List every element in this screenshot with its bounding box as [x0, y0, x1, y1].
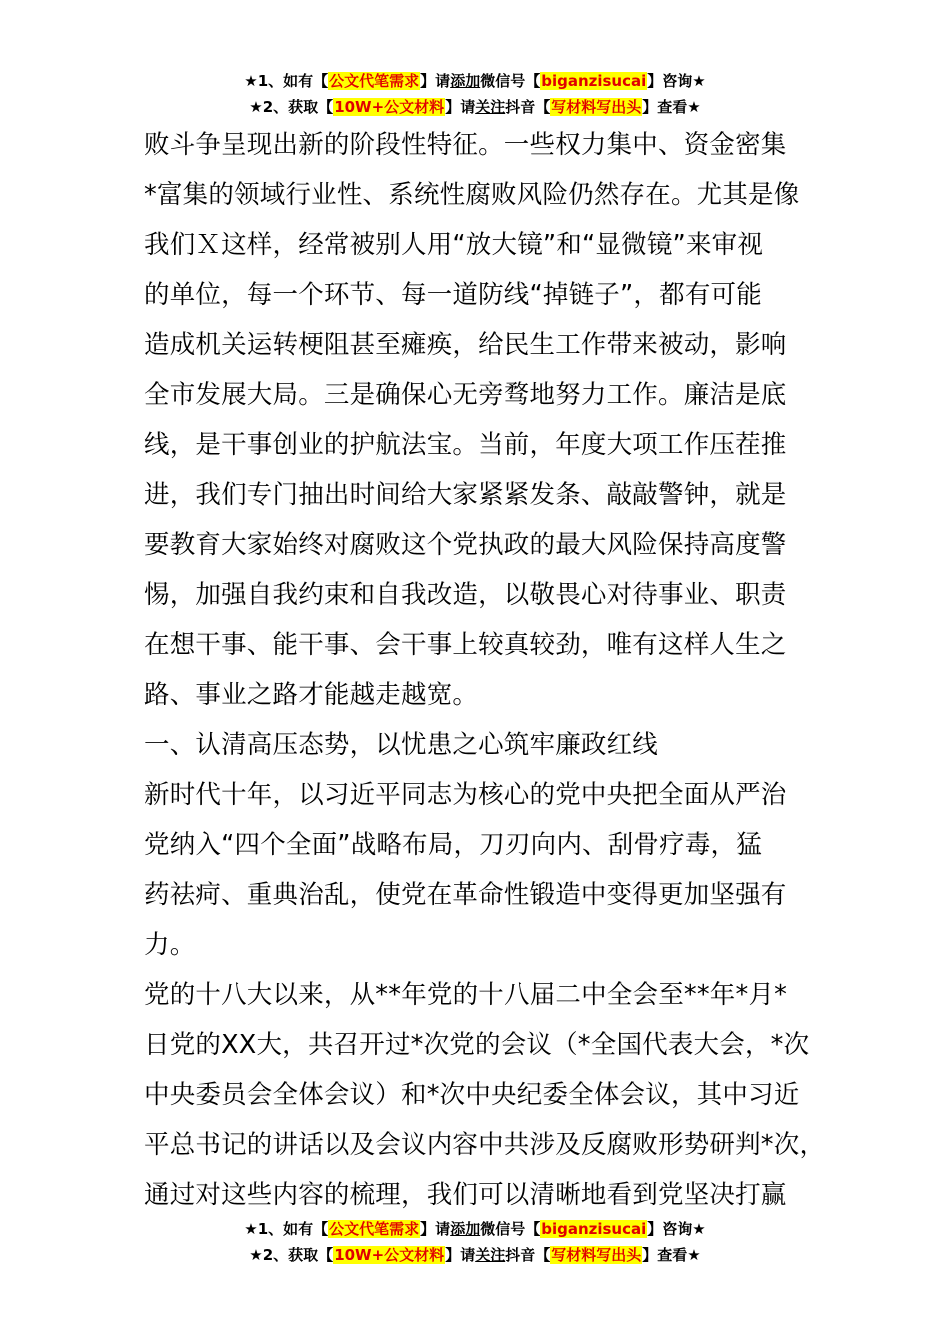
document-body: [144, 120, 824, 1220]
highlight-service: 公文代笔需求: [329, 72, 420, 90]
highlight-wechat-id: biganzisucai: [541, 1220, 647, 1238]
banner-text: 】请: [420, 72, 451, 90]
highlight-douyin: 写材料写出头: [551, 1246, 642, 1264]
highlight-service: 公文代笔需求: [329, 1220, 420, 1238]
banner-text: ★1、如有【: [244, 72, 329, 90]
body-line: 党的十八大以来，从**年党的十八届二中全会至**年*月*: [144, 980, 788, 1010]
highlight-materials: 10W+公文材料: [334, 98, 445, 116]
body-line: 惕，加强自我约束和自我改造，以敬畏心对待事业、职责: [144, 580, 787, 610]
banner-text: 抖音【: [505, 1246, 551, 1264]
banner-text: 微信号【: [480, 1220, 541, 1238]
banner-text: 】咨询★: [647, 1220, 706, 1238]
banner-text: ★2、获取【: [249, 1246, 334, 1264]
body-line: 力。: [144, 930, 196, 960]
body-line: 在想干事、能干事、会干事上较真较劲，唯有这样人生之: [144, 630, 787, 660]
banner-text: 】请: [445, 1246, 476, 1264]
underlined-text: 添加: [450, 72, 481, 90]
banner-text: 微信号【: [480, 72, 541, 90]
body-line: 日党的XX大，共召开过*次党的会议（*全国代表大会，*次: [144, 1030, 810, 1060]
body-line: 要教育大家始终对腐败这个党执政的最大风险保持高度警: [144, 530, 787, 560]
body-line: 线，是干事创业的护航法宝。当前，年度大项工作压茬推: [144, 430, 787, 460]
underlined-text: 关注: [475, 1246, 506, 1264]
body-line: 造成机关运转梗阻甚至瘫痪，给民生工作带来被动，影响: [144, 330, 787, 360]
header-banner: [0, 68, 950, 120]
banner-text: 】查看★: [642, 98, 701, 116]
banner-text: ★1、如有【: [244, 1220, 329, 1238]
body-line: 平总书记的讲话以及会议内容中共涉及反腐败形势研判*次，: [144, 1130, 826, 1160]
underlined-text: 关注: [475, 98, 506, 116]
body-line: 路、事业之路才能越走越宽。: [144, 680, 479, 710]
section-heading: 一、认清高压态势，以忧患之心筑牢廉政红线: [144, 730, 659, 760]
body-line: 通过对这些内容的梳理，我们可以清晰地看到党坚决打赢: [144, 1180, 787, 1210]
highlight-materials: 10W+公文材料: [334, 1246, 445, 1264]
banner-line-2: [0, 94, 950, 120]
underlined-text: 添加: [450, 1220, 481, 1238]
body-line: 药祛疴、重典治乱，使党在革命性锻造中变得更加坚强有: [144, 880, 787, 910]
footer-banner: [0, 1216, 950, 1268]
body-line: 全市发展大局。三是确保心无旁骛地努力工作。廉洁是底: [144, 380, 787, 410]
banner-text: 】请: [445, 98, 476, 116]
body-line: *富集的领域行业性、系统性腐败风险仍然存在。尤其是像: [144, 180, 800, 210]
banner-text: 】请: [420, 1220, 451, 1238]
body-line: 党纳入“四个全面”战略布局，刀刃向内、刮骨疗毒，猛: [144, 830, 762, 860]
highlight-douyin: 写材料写出头: [551, 98, 642, 116]
banner-line-2: [0, 1242, 950, 1268]
body-line: 败斗争呈现出新的阶段性特征。一些权力集中、资金密集: [144, 130, 787, 160]
highlight-wechat-id: biganzisucai: [541, 72, 647, 90]
body-line: 进，我们专门抽出时间给大家紧紧发条、敲敲警钟，就是: [144, 480, 787, 510]
body-line: 中央委员会全体会议）和*次中央纪委全体会议，其中习近: [144, 1080, 800, 1110]
body-line: 新时代十年，以习近平同志为核心的党中央把全面从严治: [144, 780, 787, 810]
banner-text: 】咨询★: [647, 72, 706, 90]
banner-text: 抖音【: [505, 98, 551, 116]
body-line: 的单位，每一个环节、每一道防线“掉链子”，都有可能: [144, 280, 762, 310]
banner-line-1: [0, 68, 950, 94]
banner-line-1: [0, 1216, 950, 1242]
banner-text: 】查看★: [642, 1246, 701, 1264]
body-line: 我们Ｘ这样，经常被别人用“放大镜”和“显微镜”来审视: [144, 230, 764, 260]
banner-text: ★2、获取【: [249, 98, 334, 116]
